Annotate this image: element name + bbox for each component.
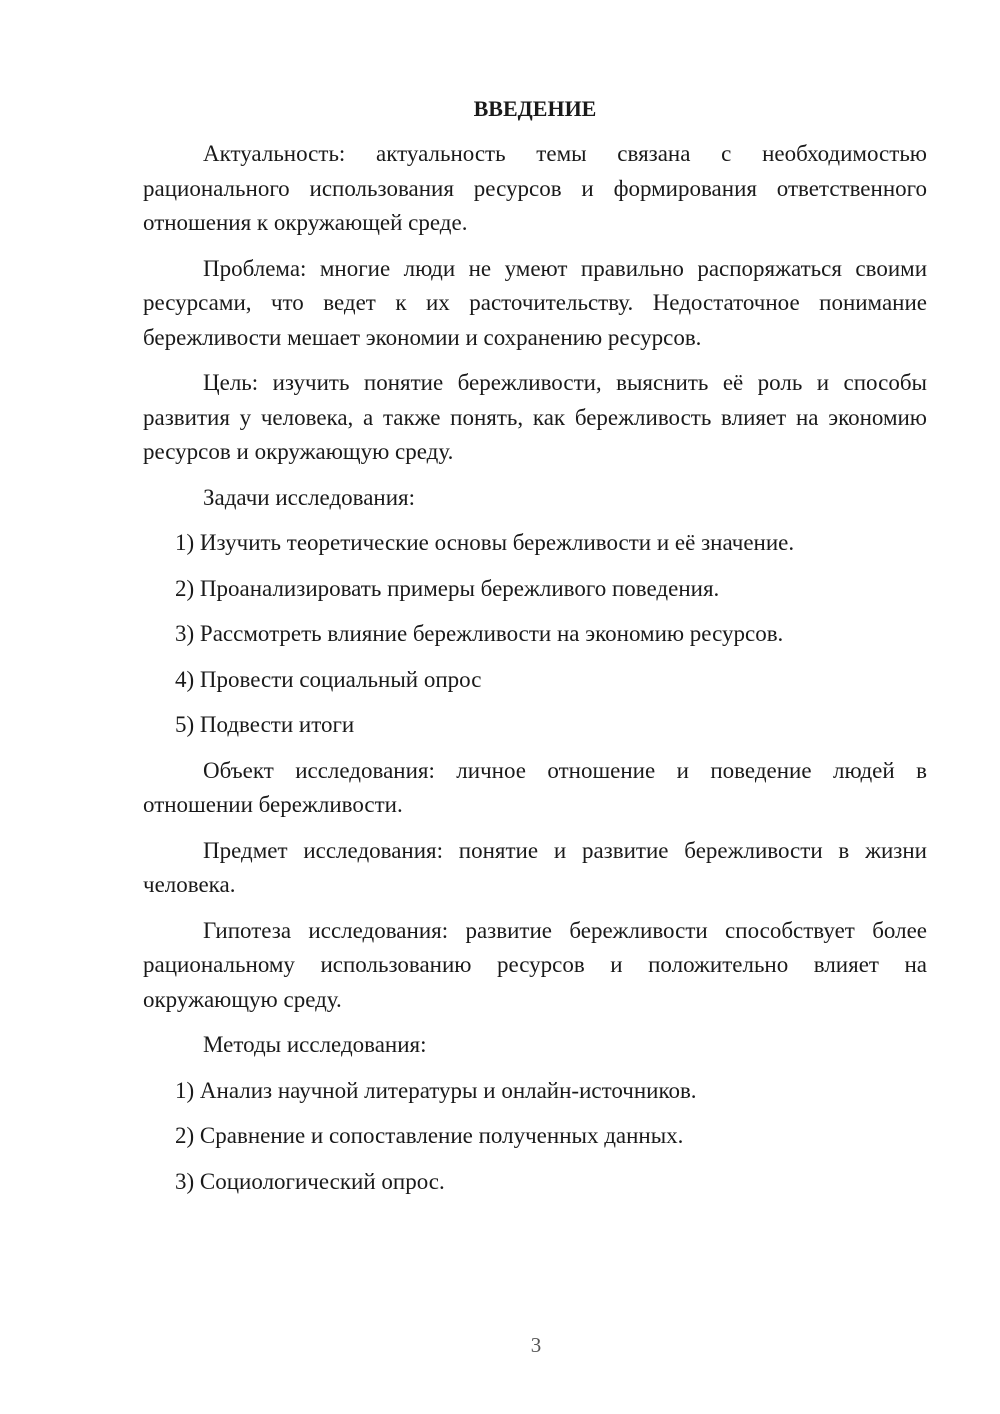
hypothesis-paragraph: Гипотеза исследования: развитие бережливости способствует более рациональному использованию ресурсов и положительно влияет на окружающую среду. — [143, 917, 927, 1012]
tasks-heading: Задачи исследования: — [203, 484, 416, 510]
task-item: 4) Провести социальный опрос — [175, 666, 482, 692]
method-item: 1) Анализ научной литературы и онлайн-источников. — [175, 1077, 697, 1103]
task-item: 3) Рассмотреть влияние бережливости на экономию ресурсов. — [175, 621, 784, 646]
task-item: 1) Изучить теоретические основы бережливости и её значение. — [175, 530, 795, 555]
method-item: 2) Сравнение и сопоставление полученных данных. — [175, 1123, 684, 1148]
task-item: 5) Подвести итоги — [175, 712, 355, 737]
goal-paragraph: Цель: изучить понятие бережливости, выяснить её роль и способы развития у человека, а также понять, как бережливость влияет на экономию ресурсов и окружающую среду. — [143, 370, 927, 464]
object-paragraph: Объект исследования: личное отношение и поведение людей в отношении бережливости. — [143, 757, 927, 817]
methods-heading: Методы исследования: — [203, 1032, 427, 1057]
section-title: ВВЕДЕНИЕ — [473, 96, 597, 121]
problem-paragraph: Проблема: многие люди не умеют правильно распоряжаться своими ресурсами, что ведет к их расточительству. Недостаточное понимание бережливости мешает экономии и сохранению ресурсов. — [143, 255, 927, 350]
relevance-paragraph: Актуальность: актуальность темы связана с необходимостью рационального использования ресурсов и формирования ответственного отношения к окружающей среде. — [143, 141, 927, 235]
method-item: 3) Социологический опрос. — [175, 1168, 445, 1194]
task-item: 2) Проанализировать примеры бережливого поведения. — [175, 575, 720, 601]
page-number: 3 — [530, 1333, 542, 1357]
page-content — [143, 92, 927, 1199]
subject-paragraph: Предмет исследования: понятие и развитие бережливости в жизни человека. — [143, 837, 927, 897]
